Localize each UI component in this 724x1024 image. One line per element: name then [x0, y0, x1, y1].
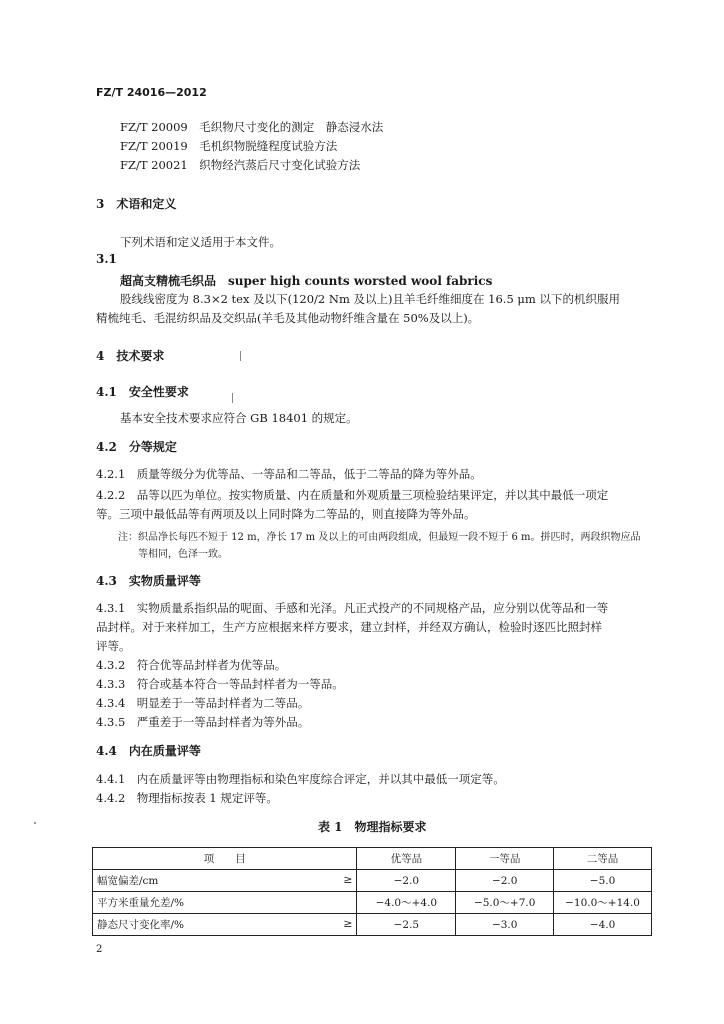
clause-4-3-1: 评等。	[96, 639, 131, 653]
table-row	[93, 914, 652, 936]
clause-4-3-2: 4.3.2 符合优等品封样者为优等品。	[96, 658, 287, 672]
value-cell: −4.0	[554, 914, 652, 936]
item-cell	[93, 892, 357, 914]
clause-4-3-heading: 4.3 实物质量评等	[96, 574, 201, 588]
table-header-cell: 项 目	[93, 848, 357, 870]
clause-4-3-4: 4.3.4 明显差于一等品封样者为二等品。	[96, 696, 310, 710]
clause-4-1-text: 基本安全技术要求应符合 GB 18401 的规定。	[120, 411, 358, 425]
note-text: 等相同，色泽一致。	[138, 549, 228, 560]
table-row	[93, 892, 652, 914]
table-header-cell: 二等品	[554, 848, 652, 870]
value-cell: −5.0～+7.0	[456, 892, 554, 914]
clause-4-4-1: 4.4.1 内在质量评等由物理指标和染色牢度综合评定，并以其中最低一项定等。	[96, 772, 505, 786]
value-cell: −10.0～+14.0	[554, 892, 652, 914]
clause-4-1-heading: 4.1 安全性要求	[96, 385, 189, 399]
table-header-cell: 优等品	[357, 848, 456, 870]
section-3-heading: 3 术语和定义	[96, 197, 177, 211]
value-cell: −2.5	[357, 914, 456, 936]
reference-line: FZ/T 20009 毛织物尺寸变化的测定 静态浸水法	[120, 120, 384, 134]
scan-mark	[232, 393, 233, 403]
term-heading: 超高支精梳毛织品 super high counts worsted wool fabrics	[120, 274, 493, 288]
value-cell: −2.0	[357, 870, 456, 892]
table-header-cell: 一等品	[456, 848, 554, 870]
comparison-symbol: ≥	[343, 873, 353, 886]
reference-line: FZ/T 20019 毛机织物脱缝程度试验方法	[120, 139, 338, 153]
item-label: 静态尺寸变化率/%	[97, 919, 185, 931]
clause-4-4-heading: 4.4 内在质量评等	[96, 744, 201, 758]
table-caption: 表 1 物理指标要求	[318, 820, 427, 834]
item-cell	[93, 914, 357, 936]
term-definition: 股线线密度为 8.3×2 tex 及以下(120/2 Nm 及以上)且羊毛纤维细度在 16.5 μm 以下的机织服用	[120, 292, 620, 306]
table-row	[93, 870, 652, 892]
clause-4-3-5: 4.3.5 严重差于一等品封样者为等外品。	[96, 715, 310, 729]
clause-4-4-2: 4.4.2 物理指标按表 1 规定评等。	[96, 791, 278, 805]
standard-code-header: FZ/T 24016—2012	[96, 86, 207, 99]
clause-3-1-number: 3.1	[96, 252, 117, 266]
value-cell: −3.0	[456, 914, 554, 936]
value-cell: −5.0	[554, 870, 652, 892]
clause-4-2-2: 等。三项中最低品等有两项及以上同时降为二等品的，则直接降为等外品。	[96, 507, 476, 521]
scan-speck	[34, 822, 36, 824]
clause-4-2-2: 4.2.2 品等以匹为单位。按实物质量、内在质量和外观质量三项检验结果评定，并以其中最低一项定	[96, 488, 609, 502]
physical-indicator-table	[92, 847, 652, 936]
item-label: 幅宽偏差/cm	[97, 875, 159, 887]
scan-mark	[240, 351, 241, 361]
section-4-heading: 4 技术要求	[96, 349, 165, 363]
clause-4-3-3: 4.3.3 符合或基本符合一等品封样者为一等品。	[96, 677, 344, 691]
clause-4-3-1: 4.3.1 实物质量系指织品的呢面、手感和光泽。凡正式投产的不同规格产品，应分别以优等品和一等	[96, 601, 609, 615]
clause-4-2-1: 4.2.1 质量等级分为优等品、一等品和二等品，低于二等品的降为等外品。	[96, 467, 482, 481]
comparison-symbol: ≥	[343, 917, 353, 930]
clause-4-3-1: 品封样。对于来样加工，生产方应根据来样方要求，建立封样，并经双方确认，检验时逐匹比照封样	[96, 620, 602, 634]
item-label: 平方米重量允差/%	[97, 897, 185, 909]
value-cell: −2.0	[456, 870, 554, 892]
item-cell	[93, 870, 357, 892]
value-cell: −4.0～+4.0	[357, 892, 456, 914]
term-definition: 精梳纯毛、毛混纺织品及交织品(羊毛及其他动物纤维含量在 50%及以上)。	[96, 311, 480, 325]
note-text: 注：织品净长每匹不短于 12 m，净长 17 m 及以上的可由两段组成，但最短一段不短于 6 m。拼匹时，两段织物应品	[118, 532, 641, 543]
table-header-row	[93, 848, 652, 870]
page-number: 2	[96, 944, 103, 955]
section-3-intro: 下列术语和定义适用于本文件。	[120, 235, 281, 249]
reference-line: FZ/T 20021 织物经汽蒸后尺寸变化试验方法	[120, 158, 361, 172]
clause-4-2-heading: 4.2 分等规定	[96, 440, 177, 454]
